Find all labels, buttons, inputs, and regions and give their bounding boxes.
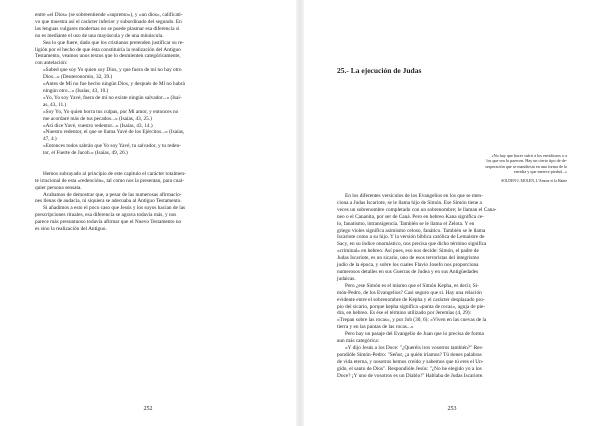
text-line: no es mediante el uso de una mayúscula y de una minúscula.	[35, 32, 164, 39]
text-line: «Sabed que soy Yo quien soy Dios, y que fuera de mí no hay otro	[43, 67, 182, 74]
text-line: món-Pedro, de los Evangelios? Casi seguro que sí. Hay una relación	[337, 289, 482, 296]
text-line: tor, el Fuerte de Jacob.» (Isaías, 49, 26.)	[43, 150, 128, 157]
right-text-column	[337, 193, 567, 379]
text-line: Judas Iscariote, es un sicario, uno de esos terroristas del integrismo	[337, 255, 480, 262]
text-line: numerosos detalles en sus Guerras de Judea y en sus Antigüedades	[337, 268, 479, 275]
text-line: gido, el santo de Dios". Respondióle Jesús: "¿No he elegido yo a los	[337, 365, 482, 372]
text-line: ningún otro...» (Isaías, 43, 10.)	[43, 87, 109, 94]
text-line: evidente entre el sobrenombre de Kepha y el carácter desplazado pro-	[337, 296, 485, 303]
chapter-title: 25.- La ejecución de Judas	[337, 66, 422, 75]
text-line: «Así dice Yavé, vuestro redentor...» (Isaías, 43, 14.)	[43, 122, 153, 129]
text-line: veces un sobrenombre completado con un sobrenombre; le llaman el Cana-	[337, 206, 497, 213]
paragraph-john-quote	[337, 345, 567, 380]
text-line: entre «el Dios» (se sobreentiende «supremo»), y «un dios», calificati-	[35, 12, 183, 18]
text-line: «No hay que hacer sufrir a los envidiosos o a	[491, 153, 567, 158]
text-line: 47, 4.)	[43, 136, 57, 143]
quote-rocks	[337, 317, 567, 331]
paragraph-gap	[35, 164, 267, 171]
paragraph-continuation	[35, 12, 267, 40]
paragraph-judas-simon	[337, 193, 567, 283]
text-line: quier persona sensata.	[35, 184, 82, 191]
text-line: Dios...» (Deuteronomio, 32, 39.)	[43, 74, 113, 81]
text-line: parece más presuntuoso todavía afirmar que el Nuevo Testamento no	[35, 219, 182, 226]
text-line: griego violes significa asimismo celoso, fanático. También se le llama	[337, 227, 486, 234]
paragraph-gap	[35, 157, 267, 164]
text-line: Pero hay un pasaje del Evangelio de Juan que lo precisa de forma	[345, 331, 484, 338]
text-line: dra, en hebreo. Es ése el término utilizado por Jeremías (4, 29):	[337, 310, 472, 317]
text-line: Doce? ¡Y uno de vosotros es un Diablo!" Hablaba de Judas Iscariote.	[337, 372, 484, 379]
text-line: lo, fanatismo, intransigencia. También se le llama el Zelota. Y en	[337, 220, 475, 227]
book-gutter	[296, 0, 304, 426]
text-line: es sino la realización del Antiguo.	[35, 226, 107, 233]
right-page	[304, 0, 600, 426]
paragraph-demonstrated	[35, 192, 267, 206]
page-number-left: 252	[143, 406, 153, 412]
text-line: me acordaré más de tus pecados...» (Isaías, 43, 25.)	[43, 115, 152, 122]
text-line: Acabamos de demostrar que, a pesar de las numerosas afirmacio-	[43, 191, 182, 198]
text-line: as, 43, 11.)	[43, 101, 67, 108]
text-line: judaicas.	[337, 275, 356, 282]
left-text-column	[35, 12, 267, 233]
text-line: «criminal» en hebreo. Así pues, eso nos decide: Simón, el padre de	[337, 248, 479, 255]
text-line: sesperación que se manifiesta en una forma de la	[485, 163, 567, 169]
text-line: «Yo, Yo soy Yavé, fuera de mí no existe ningún salvador...» (Isaí-	[43, 94, 182, 101]
text-line: de vida eterna, y nosotros hemos creído y sabemos que tú eres el Un-	[337, 358, 484, 365]
paragraph-irrational	[35, 171, 267, 192]
text-line: Testamento, veamos unos textos que lo desmienten categóricamente,	[35, 53, 181, 60]
text-line: «Y dijo Jesús a los Doce: "¿Queréis iros vosotros también?" Res-	[345, 344, 484, 351]
epigraph-text	[447, 153, 567, 175]
text-line: neo o el Cananita, por ser de Caná. Pero en hebreo Kana significa ce-	[337, 213, 484, 220]
epigraph-source: SOLDEN-L MOLEN, L'Amour et la Haine	[501, 178, 567, 183]
text-line: aun más categórica:	[337, 338, 380, 345]
text-line: «Entonces todos sabrán que Yo soy Yavé, tu salvador, y tu reden-	[43, 143, 181, 150]
text-line: Sea lo que fuere, dado que los cristianos pretenden justificar su re-	[43, 39, 184, 46]
text-line: con antelación:	[35, 60, 68, 67]
text-line: envidia y que merece piedad...»	[513, 169, 567, 175]
epigraph	[447, 153, 567, 184]
text-line: «Nuestro redentor, el que se llama Yavé de los Ejércitos...» (Isaías,	[43, 129, 185, 136]
text-line: prescripciones rituales, esa diferencia se agrava todavía más, y nos	[35, 212, 177, 219]
text-line: «Antes de Mí no fue hecho ningún Dios, y después de Mí no habrá	[43, 81, 185, 88]
text-line: ligión por el hecho de que ésta constituiría la realización del Antiguo	[35, 46, 181, 53]
paragraph-intro	[35, 40, 267, 68]
text-line: judío de la época, y sobre los cuales Flavio Josefo nos proporciona	[337, 262, 479, 269]
text-line: pondióle Simón-Pedro: "Señor, ¿a quién iríamos? Tú tienes palabras	[337, 351, 482, 358]
text-line: Si añadimos a esto el poco caso que Jesús y los suyos hacían de las	[43, 205, 186, 212]
text-line: tierra y en las puntas de las rocas...»	[337, 324, 414, 331]
paragraph-kepha	[337, 283, 567, 318]
text-line: Iscariote como a su hijo. Y la versión bíblica católica de Lemaistre de	[337, 234, 485, 241]
text-line: nes llenas de audacia, ni siquiera se adecuaba al Antiguo Testamento.	[35, 198, 182, 205]
text-line: las lenguas vulgares modernas no se puede plasmar esa diferencia si	[35, 25, 180, 32]
text-line: los que sea lo parecen. Hay un cierto tipo de de-	[486, 158, 567, 164]
bible-quotes	[35, 67, 267, 157]
text-line: pio del sicario, porque kepha significa «punta de rocas», aguja de pie-	[337, 303, 486, 310]
text-line: Hemos subrayado al principio de este capítulo el carácter totalmen-	[43, 170, 186, 177]
text-line: Sacy, en su índice onomástico, nos precisa que dicho término significa	[337, 241, 487, 248]
text-line: En los diferentes versículos de los Evangelios en los que se men-	[345, 193, 483, 199]
paragraph-conclusion	[35, 205, 267, 233]
text-line: «Soy Yo, Yo quien borra tus culpas, por Mí amor, y entonces no	[43, 108, 179, 115]
left-page	[0, 0, 296, 426]
text-line: ciona a Judas Iscariote, se le llama hijo de Simón. Ese Simón tiene a	[337, 199, 482, 206]
paragraph-john	[337, 331, 567, 345]
text-line: «Trepan sobre las rocas», y por Job (30, 6): «Viven en las cuevas de la	[337, 317, 487, 324]
text-line: vo que muestra así el carácter inferior y subordinado del segundo. En	[35, 18, 182, 25]
page-number-right: 253	[447, 406, 457, 412]
text-line: te irracional de esta «redención», tal como nos la presentan, para cual-	[35, 177, 184, 184]
text-line: Pero ¿ese Simón es el mismo que el Simón Kepha, es decir, Si-	[345, 282, 479, 289]
